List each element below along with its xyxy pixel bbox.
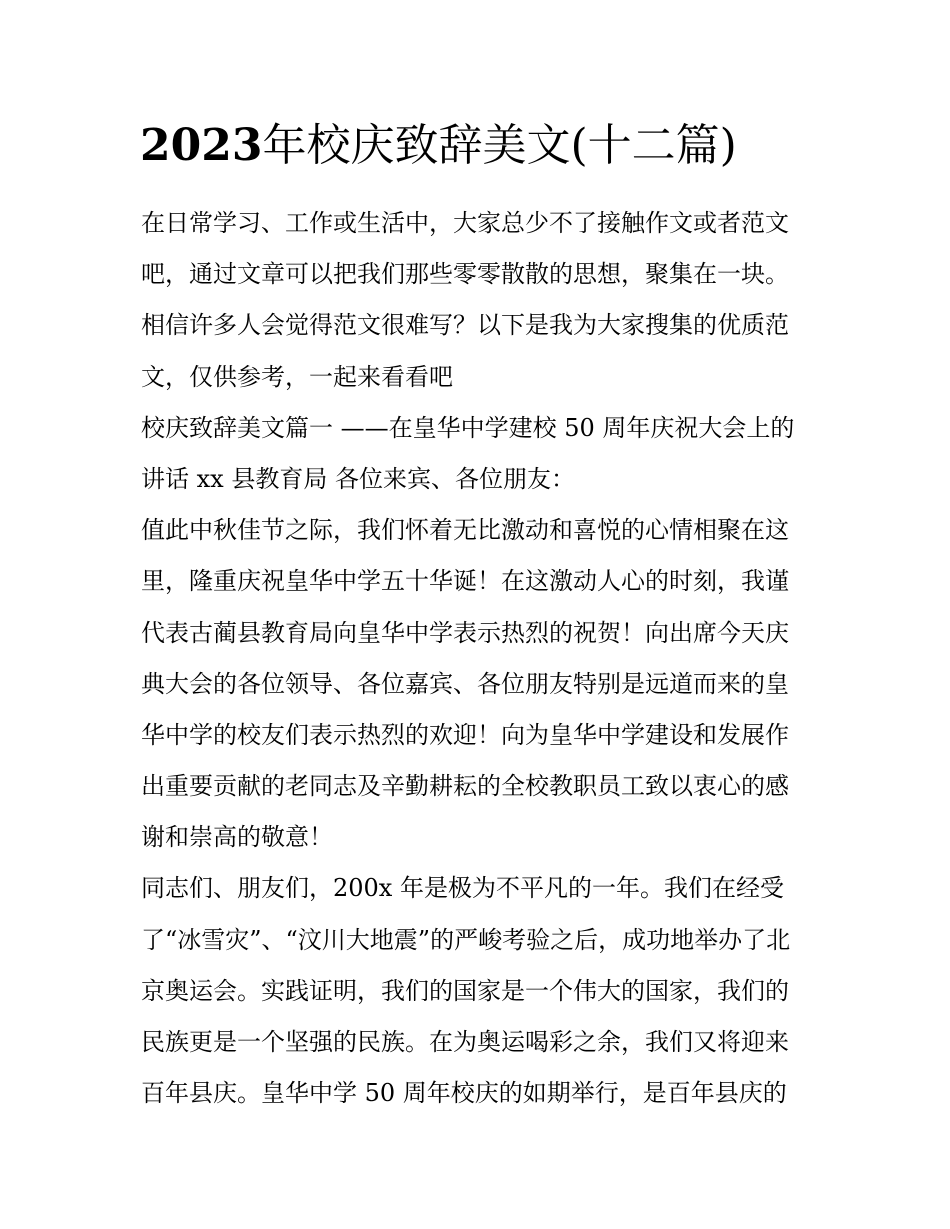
body-line: 吧，通过文章可以把我们那些零零散散的思想，聚集在一块。 [141, 260, 789, 289]
body-line: 京奥运会。实践证明，我们的国家是一个伟大的国家，我们的 [141, 976, 789, 1005]
body-line: 了“冰雪灾”、“汶川大地震”的严峻考验之后，成功地举办了北 [141, 925, 791, 954]
body-line: 文，仅供参考，一起来看看吧 [141, 362, 453, 391]
document-title [140, 116, 840, 176]
body-line: 校庆致辞美文篇一 ——在皇华中学建校 50 周年庆祝大会上的 [141, 413, 795, 442]
body-line: 百年县庆。皇华中学 50 周年校庆的如期举行，是百年县庆的 [141, 1079, 787, 1108]
document-body [141, 198, 813, 1119]
title-year: 2023 [140, 120, 263, 171]
title-text: 年校庆致辞美文(十二篇) [262, 120, 737, 171]
body-line: 在日常学习、工作或生活中，大家总少不了接触作文或者范文 [141, 209, 789, 237]
body-line: 出重要贡献的老同志及辛勤耕耘的全校教职员工致以衷心的感 [141, 772, 789, 801]
body-line: 同志们、朋友们，200x 年是极为不平凡的一年。我们在经受 [141, 874, 784, 903]
body-line: 代表古蔺县教育局向皇华中学表示热烈的祝贺！向出席今天庆 [141, 618, 789, 647]
body-line: 民族更是一个坚强的民族。在为奥运喝彩之余，我们又将迎来 [141, 1028, 789, 1056]
body-line: 相信许多人会觉得范文很难写？以下是我为大家搜集的优质范 [141, 311, 789, 340]
body-line: 讲话 xx 县教育局 各位来宾、各位朋友： [141, 464, 575, 493]
body-line: 谢和崇高的敬意！ [141, 823, 333, 852]
body-line: 典大会的各位领导、各位嘉宾、各位朋友特别是远道而来的皇 [141, 669, 789, 698]
body-line: 华中学的校友们表示热烈的欢迎！向为皇华中学建设和发展作 [141, 720, 789, 749]
body-line: 值此中秋佳节之际，我们怀着无比激动和喜悦的心情相聚在这 [141, 516, 789, 545]
body-line: 里，隆重庆祝皇华中学五十华诞！在这激动人心的时刻，我谨 [141, 567, 789, 596]
